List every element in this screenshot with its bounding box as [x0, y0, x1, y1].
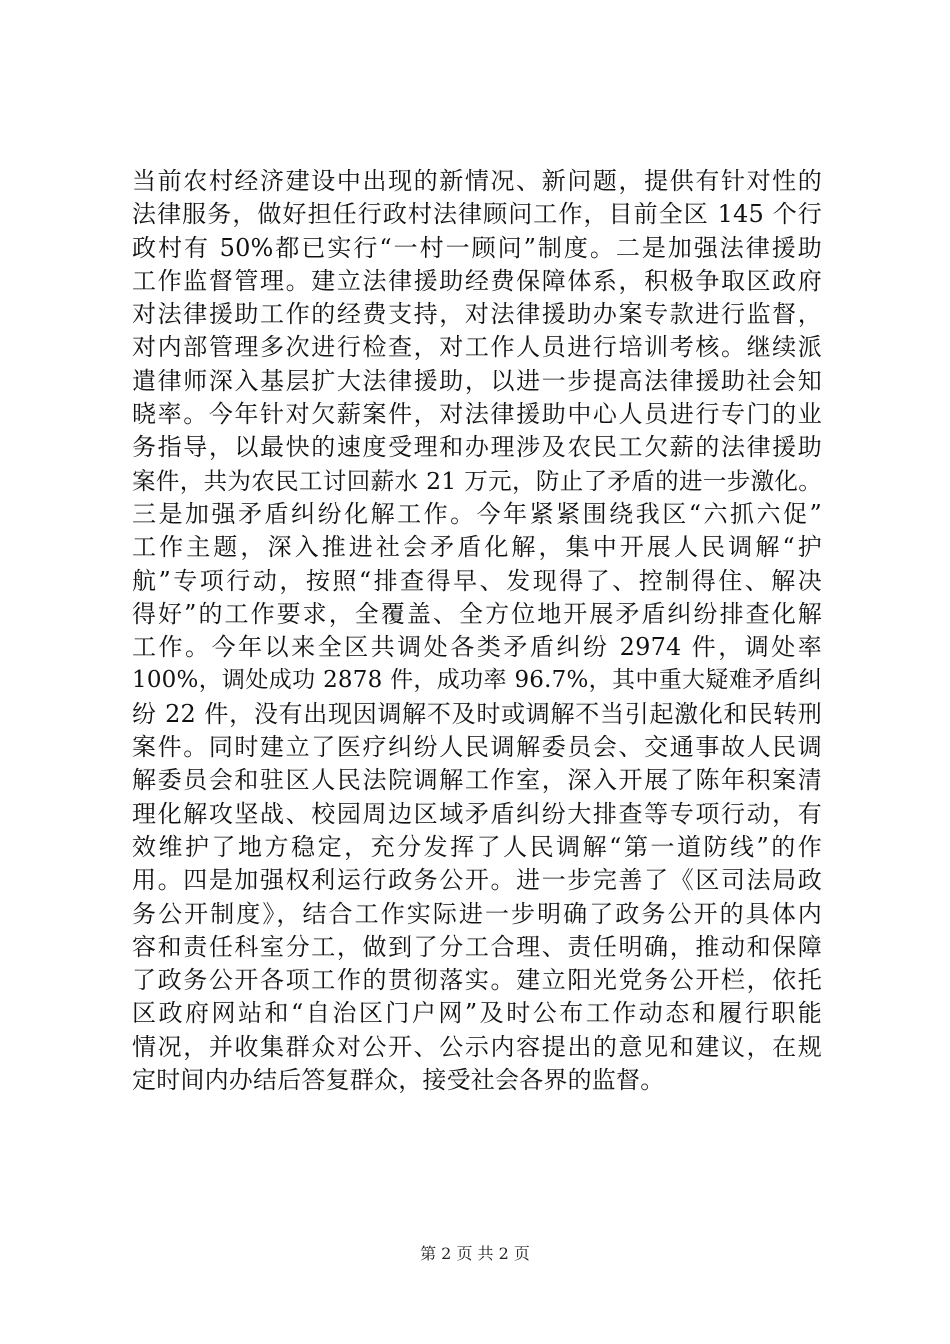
text-line: 情况，并收集群众对公开、公示内容提出的意见和建议，在规 — [132, 1032, 822, 1061]
text-line: 工作。今年以来全区共调处各类矛盾纠纷 2974 件，调处率 — [132, 633, 822, 662]
text-line: 容和责任科室分工，做到了分工合理、责任明确，推动和保障 — [132, 932, 822, 961]
text-line: 当前农村经济建设中出现的新情况、新问题，提供有针对性的 — [132, 167, 822, 195]
text-line: 务公开制度》，结合工作实际进一步明确了政务公开的具体内 — [132, 899, 822, 928]
text-line: 了政务公开各项工作的贯彻落实。建立阳光党务公开栏，依托 — [132, 966, 822, 995]
page-footer: 第 2 页 共 2 页 — [420, 1244, 530, 1263]
text-line: 对内部管理多次进行检查，对工作人员进行培训考核。继续派 — [132, 333, 822, 362]
text-line: 三是加强矛盾纠纷化解工作。今年紧紧围绕我区“六抓六促” — [132, 499, 822, 528]
text-line: 得好”的工作要求，全覆盖、全方位地开展矛盾纠纷排查化解 — [132, 599, 822, 628]
text-line: 对法律援助工作的经费支持，对法律援助办案专款进行监督， — [132, 300, 822, 329]
text-line: 案件。同时建立了医疗纠纷人民调解委员会、交通事故人民调 — [132, 733, 822, 762]
text-line: 工作主题，深入推进社会矛盾化解，集中开展人民调解“护 — [132, 533, 822, 562]
text-line: 遣律师深入基层扩大法律援助，以进一步提高法律援助社会知 — [132, 366, 822, 395]
text-line: 案件，共为农民工讨回薪水 21 万元，防止了矛盾的进一步激化。 — [132, 466, 822, 495]
text-line: 纷 22 件，没有出现因调解不及时或调解不当引起激化和民转刑 — [132, 699, 822, 728]
text-line: 法律服务，做好担任行政村法律顾问工作，目前全区 145 个行 — [132, 200, 822, 229]
text-line: 定时间内办结后答复群众，接受社会各界的监督。 — [132, 1066, 665, 1095]
text-line: 解委员会和驻区人民法院调解工作室，深入开展了陈年积案清 — [132, 766, 822, 795]
text-line: 100%，调处成功 2878 件，成功率 96.7%，其中重大疑难矛盾纠 — [132, 667, 822, 694]
text-line: 务指导，以最快的速度受理和办理涉及农民工欠薪的法律援助 — [132, 433, 822, 462]
text-line: 工作监督管理。建立法律援助经费保障体系，积极争取区政府 — [132, 266, 822, 295]
text-line: 航”专项行动，按照“排查得早、发现得了、控制得住、解决 — [132, 566, 822, 595]
body-paragraph — [132, 165, 822, 1097]
text-line: 区政府网站和“自治区门户网”及时公布工作动态和履行职能 — [132, 999, 822, 1028]
text-line: 晓率。今年针对欠薪案件，对法律援助中心人员进行专门的业 — [132, 400, 822, 429]
text-line: 理化解攻坚战、校园周边区域矛盾纠纷大排查等专项行动，有 — [132, 799, 822, 828]
text-line: 政村有 50%都已实行“一村一顾问”制度。二是加强法律援助 — [132, 233, 822, 262]
text-line: 效维护了地方稳定，充分发挥了人民调解“第一道防线”的作 — [132, 832, 822, 861]
text-line: 用。四是加强权利运行政务公开。进一步完善了《区司法局政 — [132, 866, 822, 895]
